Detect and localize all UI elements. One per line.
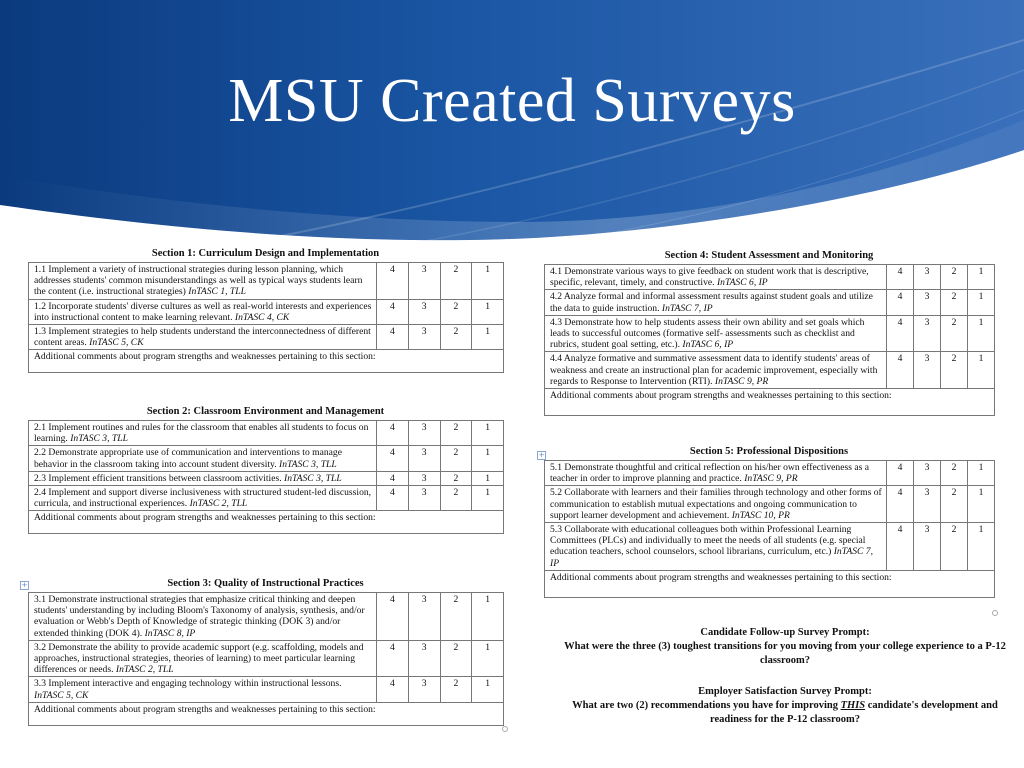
criterion-cell xyxy=(545,461,887,486)
intasc-tag: InTASC 4, CK xyxy=(234,311,290,323)
rating-cell[interactable]: 1 xyxy=(968,523,995,571)
comment-row xyxy=(29,511,504,534)
table-row xyxy=(29,421,504,446)
criterion-cell xyxy=(29,486,377,511)
rating-cell[interactable]: 2 xyxy=(440,471,472,485)
employer-question-text: What are two (2) recommendations you have for improving xyxy=(572,700,841,711)
rating-cell[interactable]: 4 xyxy=(887,486,914,523)
rubric-table xyxy=(544,460,995,598)
table-row xyxy=(29,486,504,511)
rating-cell[interactable]: 2 xyxy=(440,486,472,511)
table-row xyxy=(545,523,995,571)
employer-question-text-end: candidate's development and readiness for the P-12 classroom? xyxy=(710,700,998,725)
section-2-table xyxy=(28,406,503,534)
criterion-cell xyxy=(545,290,887,315)
rating-cell[interactable]: 4 xyxy=(377,486,409,511)
rating-cell[interactable]: 1 xyxy=(968,461,995,486)
rating-cell[interactable]: 4 xyxy=(887,315,914,352)
intasc-tag: InTASC 2, TLL xyxy=(189,498,248,510)
table-move-handle-icon[interactable]: + xyxy=(21,581,28,589)
section-title: Section 3: Quality of Instructional Practices xyxy=(167,578,364,589)
table-row xyxy=(545,290,995,315)
intasc-tag: InTASC 9, PR xyxy=(714,375,769,387)
rating-cell[interactable]: 1 xyxy=(472,263,504,300)
rating-cell[interactable]: 4 xyxy=(887,290,914,315)
comments-field[interactable]: Additional comments about program strengths and weaknesses pertaining to this section: xyxy=(545,570,995,597)
criterion-text: 1.2 Incorporate students' diverse cultures as well as real-world interests and experiences into instructional content to make learning relevant. xyxy=(34,300,372,323)
table-row xyxy=(545,315,995,352)
slide-header xyxy=(0,0,1024,245)
table-row xyxy=(29,299,504,324)
comments-field[interactable]: Additional comments about program strengths and weaknesses pertaining to this section: xyxy=(545,389,995,416)
rating-cell[interactable]: 3 xyxy=(914,352,941,389)
rating-cell[interactable]: 1 xyxy=(472,446,504,471)
table-row xyxy=(545,352,995,389)
intasc-tag: InTASC 6, IP xyxy=(716,277,768,289)
employer-prompt xyxy=(540,685,1024,727)
rating-cell[interactable]: 3 xyxy=(408,263,440,300)
section-title: Section 1: Curriculum Design and Implementation xyxy=(151,248,380,259)
criterion-text: 3.3 Implement interactive and engaging technology within instructional lessons. xyxy=(34,678,342,690)
rating-cell[interactable]: 3 xyxy=(408,677,440,702)
rating-cell[interactable]: 4 xyxy=(887,352,914,389)
rating-cell[interactable]: 4 xyxy=(377,677,409,702)
rating-cell[interactable]: 4 xyxy=(377,263,409,300)
rating-cell[interactable]: 2 xyxy=(440,640,472,677)
intasc-tag: InTASC 8, IP xyxy=(144,627,196,639)
intasc-tag: InTASC 5, CK xyxy=(34,689,89,701)
table-row xyxy=(29,677,504,702)
criterion-cell xyxy=(545,486,887,523)
criterion-text: 1.3 Implement strategies to help students understand the interconnectedness of different content areas. xyxy=(34,326,371,349)
criterion-text: 5.3 Collaborate with educational colleagues both within Professional Learning Committees (PLCs) and individually to meet the needs of all students (e.g. special education teachers, school counselors, school librarians, curriculum, etc.) xyxy=(550,524,866,558)
rating-cell[interactable]: 2 xyxy=(941,461,968,486)
rating-cell[interactable]: 1 xyxy=(472,486,504,511)
intasc-tag: InTASC 3, TLL xyxy=(284,472,342,484)
intasc-tag: InTASC 2, TLL xyxy=(115,664,174,676)
rating-cell[interactable]: 2 xyxy=(941,290,968,315)
section-4-table xyxy=(544,250,994,416)
rating-cell[interactable]: 4 xyxy=(377,471,409,485)
intasc-tag: InTASC 7, IP xyxy=(550,546,873,569)
table-row xyxy=(29,446,504,471)
intasc-tag: InTASC 10, PR xyxy=(731,509,790,521)
rating-cell[interactable]: 2 xyxy=(440,593,472,641)
rating-cell[interactable]: 4 xyxy=(377,593,409,641)
rating-cell[interactable]: 4 xyxy=(377,299,409,324)
intasc-tag: InTASC 9, PR xyxy=(744,473,798,485)
criterion-text: 5.1 Demonstrate thoughtful and critical reflection on his/her own effectiveness as a teacher in order to improve planning and practice. xyxy=(550,462,869,485)
rating-cell[interactable]: 4 xyxy=(377,421,409,446)
section-title: Section 5: Professional Dispositions xyxy=(689,446,849,457)
rating-cell[interactable]: 3 xyxy=(408,325,440,350)
intasc-tag: InTASC 3, TLL xyxy=(279,458,337,470)
rating-cell[interactable]: 1 xyxy=(472,593,504,641)
rating-cell[interactable]: 1 xyxy=(968,265,995,290)
rating-cell[interactable]: 3 xyxy=(408,446,440,471)
intasc-tag: InTASC 1, TLL xyxy=(188,286,246,298)
rating-cell[interactable]: 3 xyxy=(408,299,440,324)
criterion-cell xyxy=(29,421,377,446)
section-title: Section 2: Classroom Environment and Management xyxy=(146,406,385,417)
comment-row xyxy=(545,570,995,597)
criterion-text: 4.1 Demonstrate various ways to give feedback on student work that is descriptive, specific, relevant, timely, and constructive. xyxy=(550,266,869,289)
criterion-cell xyxy=(29,446,377,471)
criterion-text: 3.2 Demonstrate the ability to provide academic support (e.g. scaffolding, models and approaches, instructional strategies, theories of learning) to meet particular learning differences or needs. xyxy=(34,641,364,676)
rating-cell[interactable]: 2 xyxy=(440,446,472,471)
rubric-table xyxy=(28,262,504,373)
rating-cell[interactable]: 1 xyxy=(472,640,504,677)
rating-cell[interactable]: 1 xyxy=(968,315,995,352)
rating-cell[interactable]: 2 xyxy=(440,299,472,324)
criterion-text: 2.1 Implement routines and rules for the classroom that enables all students to focus on learning. xyxy=(34,422,369,445)
intasc-tag: InTASC 7, IP xyxy=(661,302,713,314)
rubric-table xyxy=(28,420,504,534)
table-row xyxy=(29,471,504,485)
criterion-cell xyxy=(545,352,887,389)
rating-cell[interactable]: 3 xyxy=(408,593,440,641)
rating-cell[interactable]: 2 xyxy=(941,486,968,523)
employer-prompt-heading: Employer Satisfaction Survey Prompt: xyxy=(698,686,872,697)
rating-cell[interactable]: 2 xyxy=(941,523,968,571)
criterion-cell xyxy=(29,640,377,677)
rating-cell[interactable]: 2 xyxy=(941,352,968,389)
criterion-text: 4.4 Analyze formative and summative assessment data to identify students' areas of weakness and create an instructional plan for academic improvement, especially with regards to Response to Intervention (RTI). xyxy=(550,353,878,387)
criterion-cell xyxy=(545,265,887,290)
rating-cell[interactable]: 3 xyxy=(408,640,440,677)
candidate-prompt-question: What were the three (3) toughest transitions for you moving from your college experience to a P-12 classroom? xyxy=(564,641,1006,666)
candidate-prompt xyxy=(540,626,1024,668)
table-row xyxy=(545,265,995,290)
rating-cell[interactable]: 3 xyxy=(408,486,440,511)
rating-cell[interactable]: 3 xyxy=(914,290,941,315)
rating-cell[interactable]: 1 xyxy=(968,486,995,523)
criterion-cell xyxy=(545,315,887,352)
intasc-tag: InTASC 6, IP xyxy=(682,339,734,351)
rating-cell[interactable]: 1 xyxy=(472,471,504,485)
criterion-text: 4.3 Demonstrate how to help students assess their own ability and set goals which leads to successful outcomes (formative self- assessments such as checklist and rubrics, student goal setting, etc.). xyxy=(550,316,865,351)
criterion-text: 4.2 Analyze formal and informal assessment results against student goals and utilize the data to guide instruction. xyxy=(550,291,873,314)
criterion-cell xyxy=(29,677,377,702)
section-title: Section 4: Student Assessment and Monitoring xyxy=(664,250,874,261)
rating-cell[interactable]: 3 xyxy=(914,523,941,571)
rating-cell[interactable]: 4 xyxy=(377,325,409,350)
rating-cell[interactable]: 2 xyxy=(941,265,968,290)
table-row xyxy=(29,593,504,641)
resize-handle-icon[interactable] xyxy=(992,610,998,616)
rating-cell[interactable]: 4 xyxy=(377,640,409,677)
rating-cell[interactable]: 2 xyxy=(440,421,472,446)
comments-field[interactable]: Additional comments about program strengths and weaknesses pertaining to this section: xyxy=(29,350,504,373)
criterion-text: 5.2 Collaborate with learners and their families through technology and other forms of communication to establish mutual expectations and ongoing communication to support learner development and achievement. xyxy=(550,487,882,521)
criterion-text: 2.3 Implement efficient transitions between classroom activities. xyxy=(34,472,284,484)
intasc-tag: InTASC 5, CK xyxy=(89,337,144,349)
rating-cell[interactable]: 3 xyxy=(408,471,440,485)
rating-cell[interactable]: 4 xyxy=(887,265,914,290)
rating-cell[interactable]: 2 xyxy=(440,677,472,702)
rating-cell[interactable]: 1 xyxy=(472,677,504,702)
rating-cell[interactable]: 2 xyxy=(440,325,472,350)
comment-row xyxy=(545,389,995,416)
criterion-cell xyxy=(545,523,887,571)
rating-cell[interactable]: 4 xyxy=(377,446,409,471)
table-row xyxy=(545,486,995,523)
table-move-handle-icon[interactable]: + xyxy=(538,451,545,459)
section-1-table xyxy=(28,248,503,373)
intasc-tag: InTASC 3, TLL xyxy=(70,433,128,445)
employer-prompt-question xyxy=(540,699,1024,727)
table-row xyxy=(29,325,504,350)
comment-row xyxy=(29,702,504,725)
rating-cell[interactable]: 3 xyxy=(914,315,941,352)
criterion-cell xyxy=(29,299,377,324)
rating-cell[interactable]: 1 xyxy=(968,290,995,315)
criterion-cell xyxy=(29,471,377,485)
rating-cell[interactable]: 1 xyxy=(968,352,995,389)
rating-cell[interactable]: 3 xyxy=(408,421,440,446)
comments-field[interactable]: Additional comments about program strengths and weaknesses pertaining to this section: xyxy=(29,511,504,534)
rating-cell[interactable]: 3 xyxy=(914,486,941,523)
table-row xyxy=(545,461,995,486)
section-5-table xyxy=(544,446,994,598)
rating-cell[interactable]: 1 xyxy=(472,325,504,350)
section-3-table xyxy=(28,578,503,726)
candidate-prompt-heading: Candidate Follow-up Survey Prompt: xyxy=(700,627,870,638)
rating-cell[interactable]: 1 xyxy=(472,299,504,324)
criterion-text: 1.1 Implement a variety of instructional strategies during lesson planning, which addresses students' common misunderstandings as well as typical ways students learn the content (i.e. instructional strategies) xyxy=(34,264,363,298)
employer-question-emphasis: THIS xyxy=(840,700,866,711)
resize-handle-icon[interactable] xyxy=(502,726,508,732)
criterion-text: 2.4 Implement and support diverse inclusiveness with structured student-led discussion, curricula, and instructional experiences. xyxy=(34,487,372,510)
rubric-table xyxy=(544,264,995,416)
slide-title: MSU Created Surveys xyxy=(228,67,796,135)
comments-field[interactable]: Additional comments about program strengths and weaknesses pertaining to this section: xyxy=(29,702,504,725)
rating-cell[interactable]: 1 xyxy=(472,421,504,446)
rating-cell[interactable]: 4 xyxy=(887,523,914,571)
table-row xyxy=(29,263,504,300)
criterion-cell xyxy=(29,593,377,641)
criterion-text: 3.1 Demonstrate instructional strategies that emphasize critical thinking and deepen students' understanding by including Bloom's Taxonomy of analysis, synthesis, and/or evaluation or Webb's Depth of Knowledge of strategic thinking (DOK 3) and/or extended thinking (DOK 4). xyxy=(34,594,365,639)
criterion-text: 2.2 Demonstrate appropriate use of communication and interventions to manage behavior in the classroom taking into account student diversity. xyxy=(34,447,342,470)
rating-cell[interactable]: 2 xyxy=(440,263,472,300)
rating-cell[interactable]: 3 xyxy=(914,265,941,290)
rating-cell[interactable]: 4 xyxy=(887,461,914,486)
rating-cell[interactable]: 2 xyxy=(941,315,968,352)
rating-cell[interactable]: 3 xyxy=(914,461,941,486)
table-row xyxy=(29,640,504,677)
criterion-cell xyxy=(29,325,377,350)
criterion-cell xyxy=(29,263,377,300)
rubric-table xyxy=(28,592,504,726)
comment-row xyxy=(29,350,504,373)
